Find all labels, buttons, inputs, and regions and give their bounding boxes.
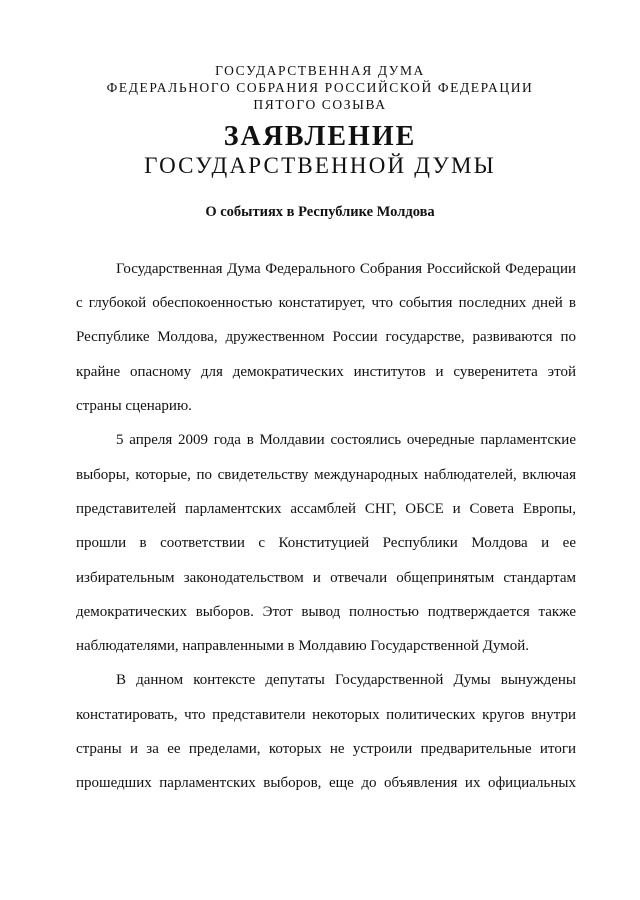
paragraph-2-line-5: избирательным законодательством и отвечали общепринятым стандартам	[76, 570, 576, 586]
paragraph-2-line-4: прошли в соответствии с Конституцией Республики Молдова и ее	[76, 535, 576, 551]
paragraph-2-line-6: демократических выборов. Этот вывод полностью подтверждается также	[76, 604, 576, 620]
paragraph-1-line-4: крайне опасному для демократических институтов и суверенитета этой	[76, 364, 576, 380]
paragraph-1-line-1: Государственная Дума Федерального Собрания Российской Федерации	[116, 261, 576, 277]
paragraph-1-line-2: с глубокой обеспокоенностью констатирует, что события последних дней в	[76, 295, 576, 311]
document-title-sub: ГОСУДАРСТВЕННОЙ ДУМЫ	[144, 153, 496, 178]
document-title: ЗАЯВЛЕНИЕ	[223, 121, 417, 152]
header-line-convocation: ПЯТОГО СОЗЫВА	[253, 97, 387, 112]
document-header	[0, 62, 640, 113]
paragraph-1-line-5: страны сценарию.	[76, 398, 192, 414]
paragraph-2-line-1: 5 апреля 2009 года в Молдавии состоялись очередные парламентские	[116, 432, 576, 448]
paragraph-1-line-3: Республике Молдова, дружественном России государстве, развиваются по	[76, 329, 576, 345]
paragraph-3-line-2: констатировать, что представители некоторых политических кругов внутри	[76, 707, 576, 723]
paragraph-2-line-7: наблюдателями, направленными в Молдавию Государственной Думой.	[76, 638, 529, 654]
paragraph-2-line-3: представителей парламентских ассамблей СНГ, ОБСЕ и Совета Европы,	[76, 501, 576, 517]
paragraph-3-line-4: прошедших парламентских выборов, еще до объявления их официальных	[76, 775, 576, 791]
paragraph-3-line-3: страны и за ее пределами, которых не устроили предварительные итоги	[76, 741, 576, 757]
document-subject: О событиях в Республике Молдова	[205, 204, 435, 220]
header-line-duma: ГОСУДАРСТВЕННАЯ ДУМА	[215, 63, 425, 78]
paragraph-3-line-1: В данном контексте депутаты Государственной Думы вынуждены	[116, 672, 576, 688]
header-line-federal-assembly: ФЕДЕРАЛЬНОГО СОБРАНИЯ РОССИЙСКОЙ ФЕДЕРАЦИИ	[106, 80, 534, 95]
paragraph-2-line-2: выборы, которые, по свидетельству международных наблюдателей, включая	[76, 467, 576, 483]
